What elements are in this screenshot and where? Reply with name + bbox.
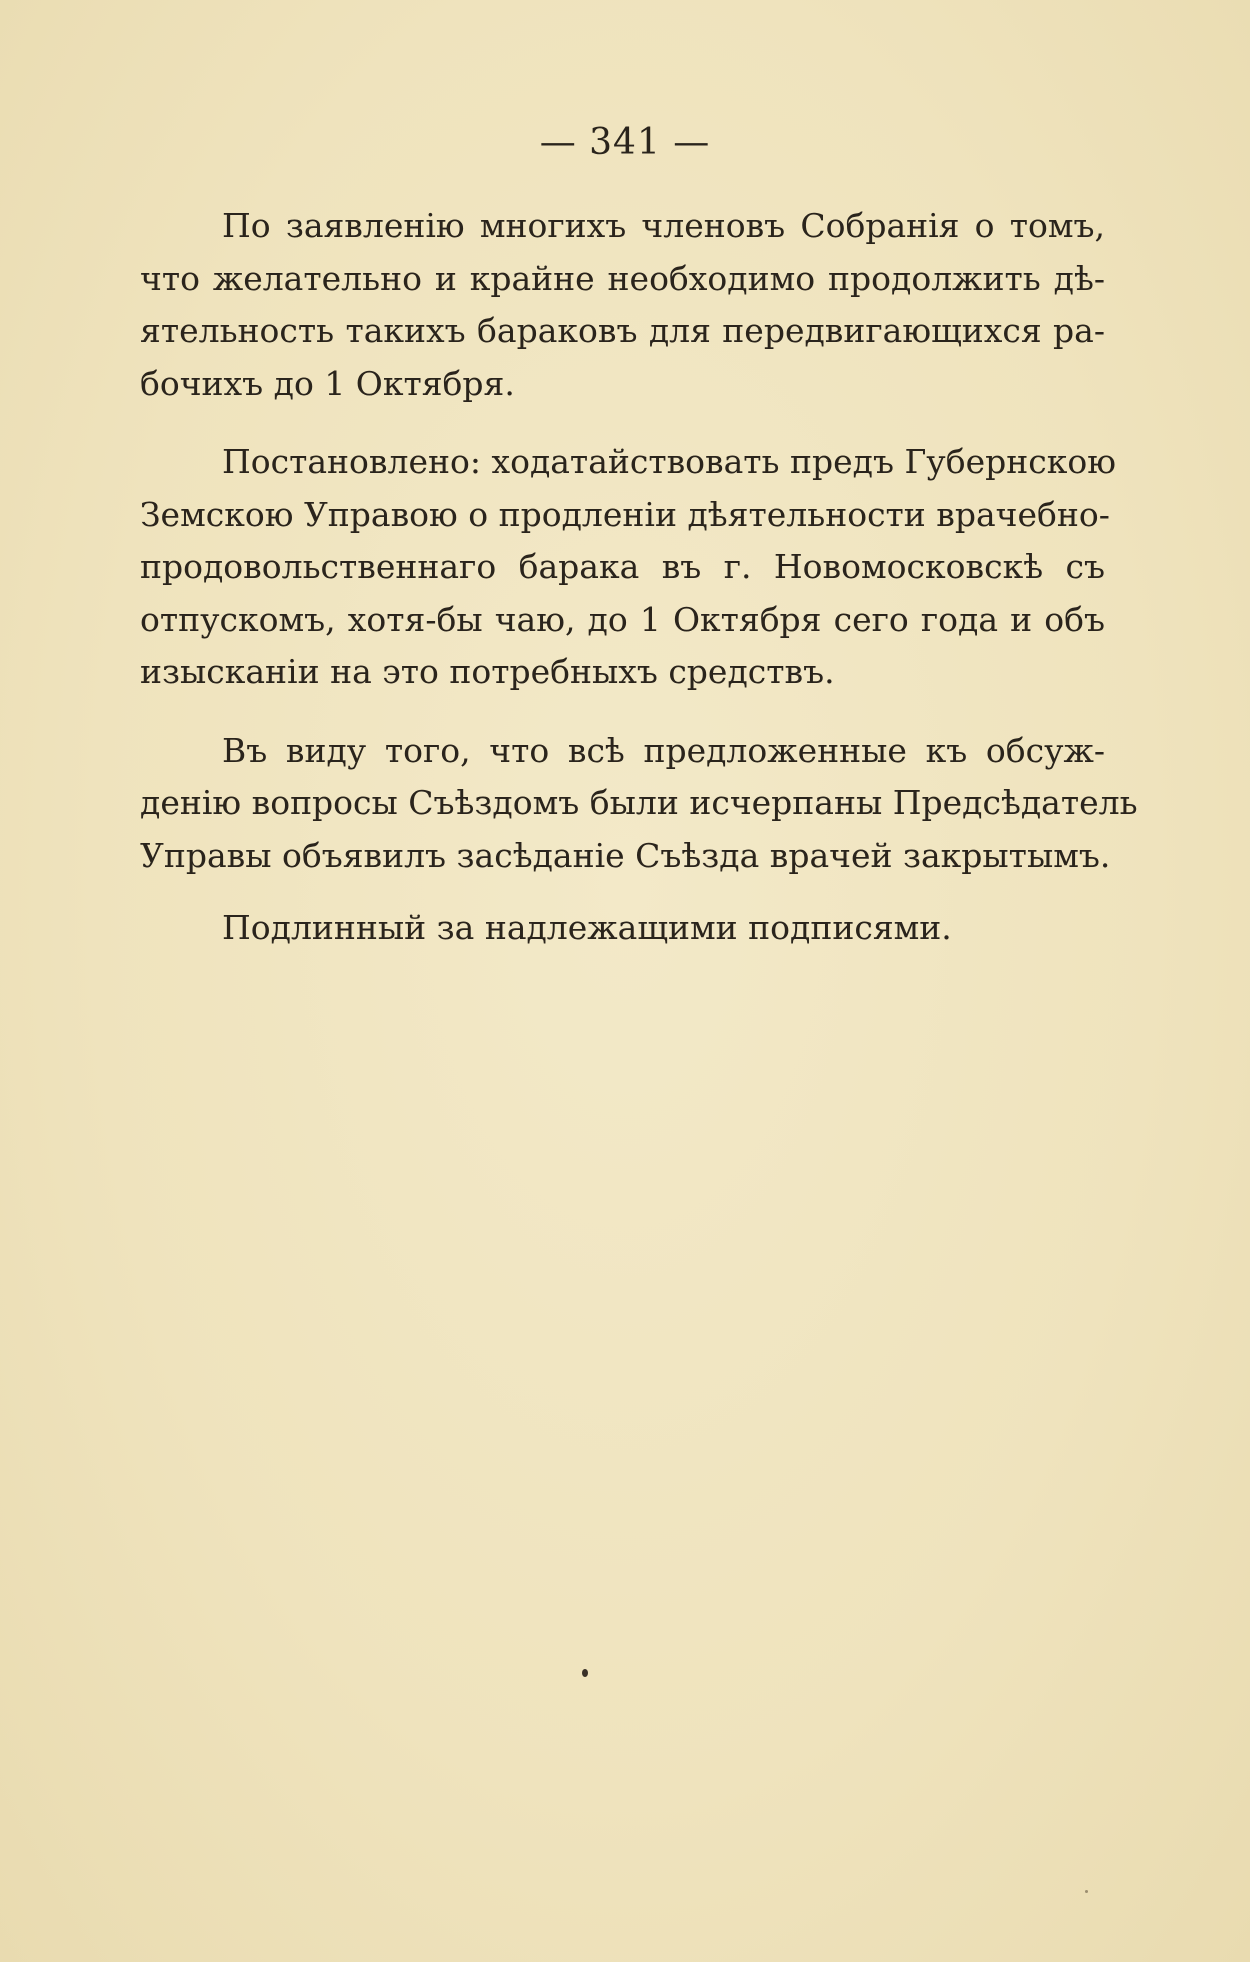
text-line: Подлинный за надлежащими подписями. [222,908,952,947]
text-line: бочихъ до 1 Октября. [140,363,515,403]
paragraph-resolution [140,436,1116,699]
ink-speck [1085,1890,1088,1893]
ink-speck [582,1669,588,1677]
paragraph-request [140,200,1105,410]
paragraph-signatures [140,902,1105,955]
paragraph-closing [140,725,1138,883]
text-line: изысканіи на это потребныхъ средствъ. [140,652,835,691]
text-line: Управы объявилъ засѣданіе Съѣзда врачей закрытымъ. [140,835,1111,875]
text-line: Земскою Управою о продленіи дѣятельности врачебно- [140,494,1110,534]
text-line: отпускомъ, хотя-бы чаю, до 1 Октября сего года и объ [140,599,1105,639]
page-body [140,200,1138,981]
text-line: По заявленію многихъ членовъ Собранія о томъ, [222,206,1105,245]
text-line: денію вопросы Съѣздомъ были исчерпаны Предсѣдатель [140,783,1138,822]
text-line: продовольственнаго барака въ г. Новомосковскѣ съ [140,547,1105,586]
text-line: ятельность такихъ бараковъ для передвигающихся ра- [140,311,1105,350]
text-line: Постановлено: ходатайствовать предъ Губернскою [222,442,1116,481]
text-line: что желательно и крайне необходимо продолжить дѣ- [140,258,1105,298]
page-number: — 341 — [539,122,711,163]
text-line: Въ виду того, что всѣ предложенные къ обсуж- [222,730,1105,770]
